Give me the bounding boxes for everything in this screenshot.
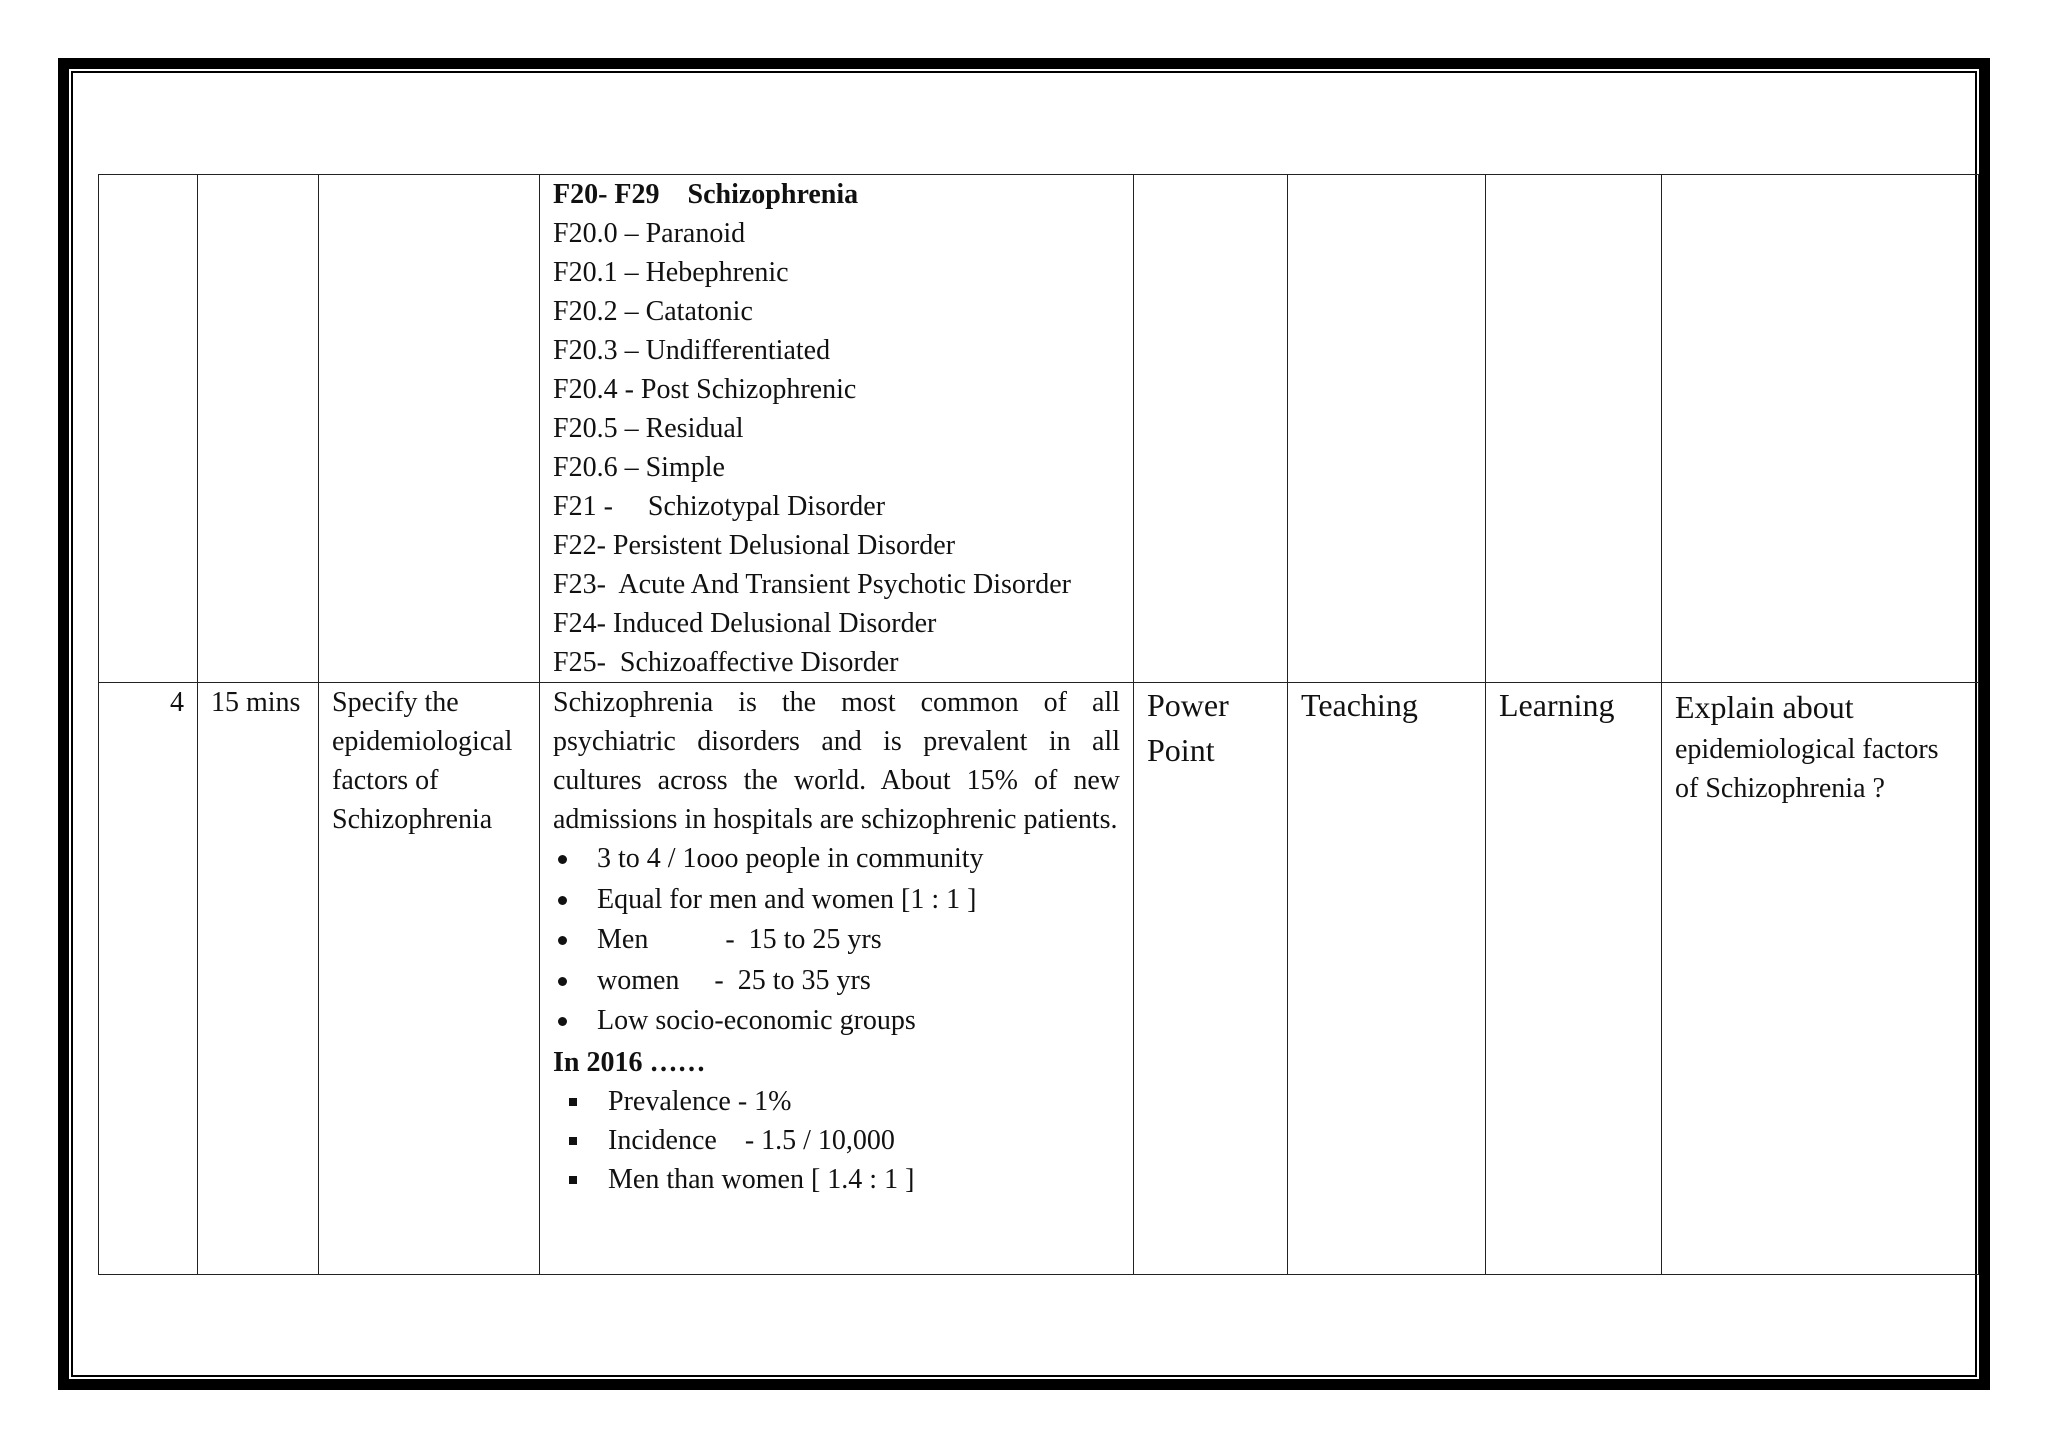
list-item: Prevalence - 1% xyxy=(553,1082,1120,1121)
classification-content-cell xyxy=(540,175,1134,683)
lesson-plan-table xyxy=(98,174,1979,1275)
row-time: 15 mins xyxy=(198,683,319,1275)
row-number: 4 xyxy=(99,683,198,1275)
classification-item: F22- Persistent Delusional Disorder xyxy=(553,530,956,561)
classification-item: F20.5 – Residual xyxy=(553,413,744,444)
classification-item: F23- Acute And Transient Psychotic Disorder xyxy=(553,569,1071,600)
list-item: 3 to 4 / 1ooo people in community xyxy=(553,839,1120,880)
table-row-classification xyxy=(99,175,1979,683)
empty-cell-time xyxy=(198,175,319,683)
evaluation-title: Explain about xyxy=(1675,689,1854,725)
list-item: women - 25 to 35 yrs xyxy=(553,961,1120,1002)
evaluation-question: epidemiological factors of Schizophrenia ? xyxy=(1675,734,1939,804)
classification-item: F20.6 – Simple xyxy=(553,452,725,483)
classification-item: F20.0 – Paranoid xyxy=(553,218,746,249)
evaluation-cell xyxy=(1662,683,1979,1275)
empty-cell-av-aid xyxy=(1134,175,1288,683)
classification-item: F20.3 – Undifferentiated xyxy=(553,335,831,366)
teacher-activity: Teaching xyxy=(1288,683,1486,1275)
classification-item: F21 - Schizotypal Disorder xyxy=(553,491,886,522)
row-objective: Specify the epidemiological factors of Schizophrenia xyxy=(319,683,540,1275)
statistics-list xyxy=(553,1082,1120,1199)
epidemiology-bullet-list xyxy=(553,839,1120,1042)
classification-item: F24- Induced Delusional Disorder xyxy=(553,608,937,639)
list-item: Men - 15 to 25 yrs xyxy=(553,920,1120,961)
list-item: Incidence - 1.5 / 10,000 xyxy=(553,1121,1120,1160)
classification-heading: F20- F29 Schizophrenia xyxy=(553,179,859,210)
classification-item: F20.4 - Post Schizophrenic xyxy=(553,374,857,405)
list-item: Men than women [ 1.4 : 1 ] xyxy=(553,1160,1120,1199)
epidemiology-intro: Schizophrenia is the most common of all psychiatric disorders and is prevalent in all cultures across the world. About 15% of new admissions in hospitals are schizophrenic patients. xyxy=(553,687,1120,835)
list-item: Low socio-economic groups xyxy=(553,1001,1120,1042)
empty-cell-teacher-activity xyxy=(1288,175,1486,683)
classification-item: F20.1 – Hebephrenic xyxy=(553,257,789,288)
empty-cell-evaluation xyxy=(1662,175,1979,683)
av-aid: Power Point xyxy=(1134,683,1288,1275)
empty-cell-objective xyxy=(319,175,540,683)
empty-cell-learner-activity xyxy=(1486,175,1662,683)
year-heading: In 2016 …… xyxy=(553,1046,706,1078)
table-row-epidemiology xyxy=(99,683,1979,1275)
empty-cell-number xyxy=(99,175,198,683)
learner-activity: Learning xyxy=(1486,683,1662,1275)
classification-item: F20.2 – Catatonic xyxy=(553,296,753,327)
classification-item: F25- Schizoaffective Disorder xyxy=(553,647,899,678)
epidemiology-content-cell xyxy=(540,683,1134,1275)
list-item: Equal for men and women [1 : 1 ] xyxy=(553,880,1120,921)
